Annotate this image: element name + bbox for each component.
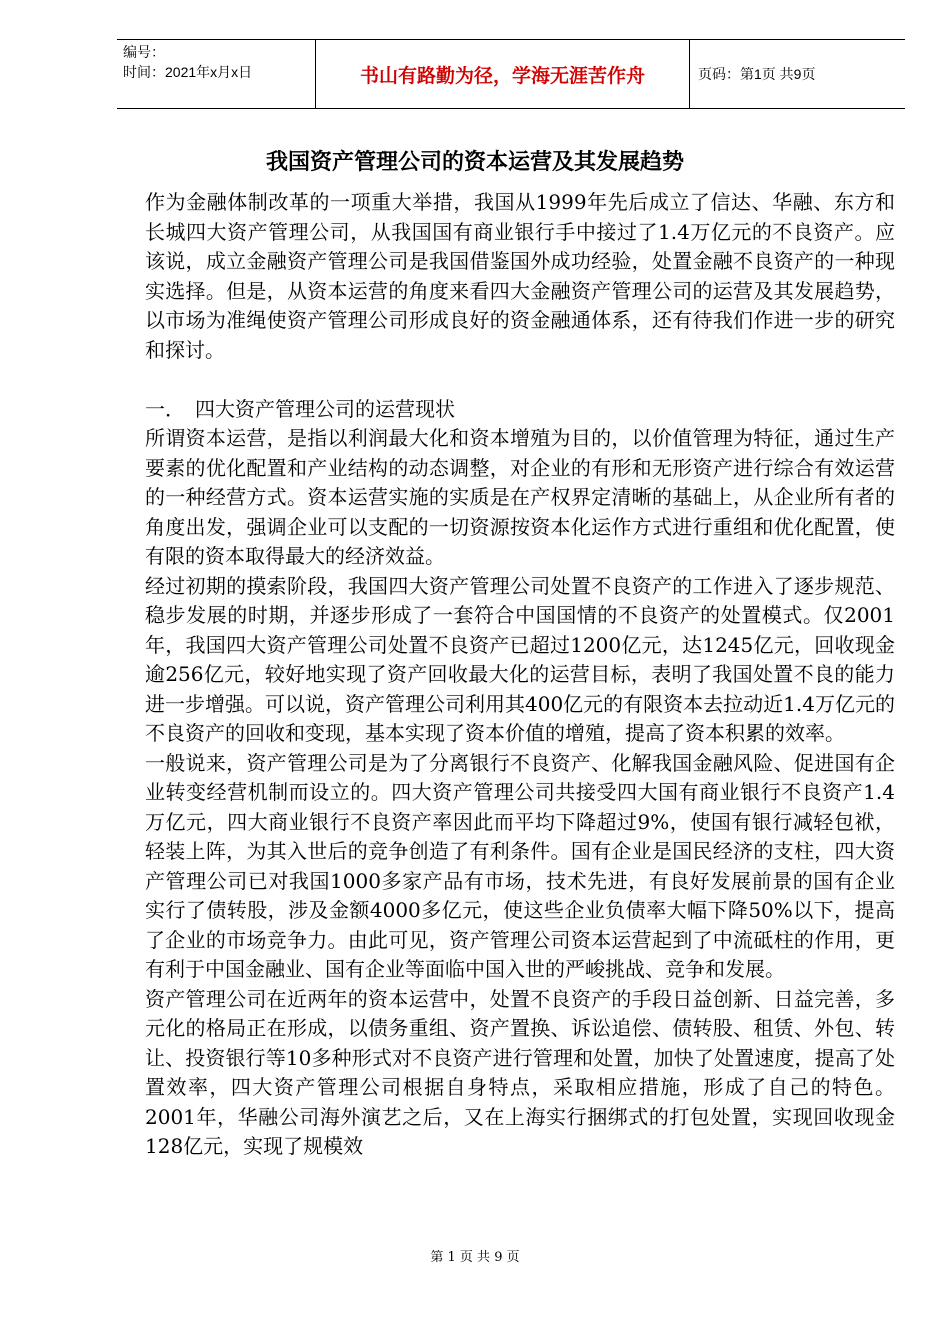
document-body bbox=[145, 188, 895, 1162]
header-motto: 书山有路勤为径，学海无涯苦作舟 bbox=[316, 40, 690, 108]
section-heading: 一． 四大资产管理公司的运营现状 bbox=[145, 396, 455, 421]
number-label: 编号： bbox=[123, 44, 165, 60]
paragraph-intro: 作为金融体制改革的一项重大举措，我国从1999年先后成立了信达、华融、东方和长城四大资产管理公司，从我国国有商业银行手中接过了1.4万亿元的不良资产。应该说，成立金融资产管理公司是我国借鉴国外成功经验，处置金融不良资产的一种现实选择。但是，从资本运营的角度来看四大金融资产管理公司的运营及其发展趋势，以市场为准绳使资产管理公司形成良好的资金融通体系，还有待我们作进一步的研究和探讨。 bbox=[145, 190, 895, 362]
time-label: 时间：2021年x月x日 bbox=[123, 64, 253, 80]
page-header bbox=[117, 39, 905, 109]
header-meta bbox=[117, 40, 316, 108]
paragraph-spacer bbox=[145, 365, 895, 395]
paragraph: 经过初期的摸索阶段，我国四大资产管理公司处置不良资产的工作进入了逐步规范、稳步发展的时期，并逐步形成了一套符合中国国情的不良资产的处置模式。仅2001年，我国四大资产管理公司处置不良资产已超过1200亿元，达1245亿元，回收现金逾256亿元，较好地实现了资产回收最大化的运营目标，表明了我国处置不良的能力进一步增强。可以说，资产管理公司利用其400亿元的有限资本去拉动近1.4万亿元的不良资产的回收和变现，基本实现了资本价值的增殖，提高了资本积累的效率。 bbox=[145, 573, 895, 745]
paragraph: 资产管理公司在近两年的资本运营中，处置不良资产的手段日益创新、日益完善，多元化的格局正在形成，以债务重组、资产置换、诉讼追偿、债转股、租赁、外包、转让、投资银行等10多种形式对不良资产进行管理和处置，加快了处置速度，提高了处置效率，四大资产管理公司根据自身特点，采取相应措施，形成了自己的特色。2001年，华融公司海外演艺之后，又在上海实行捆绑式的打包处置，实现回收现金128亿元，实现了规模效 bbox=[145, 986, 895, 1158]
paragraph: 所谓资本运营，是指以利润最大化和资本增殖为目的，以价值管理为特征，通过生产要素的优化配置和产业结构的动态调整，对企业的有形和无形资产进行综合有效运营的一种经营方式。资本运营实施的实质是在产权界定清晰的基础上，从企业所有者的角度出发，强调企业可以支配的一切资源按资本化运作方式进行重组和优化配置，使有限的资本取得最大的经济效益。 bbox=[145, 426, 895, 568]
page-footer: 第 1 页 共 9 页 bbox=[430, 1250, 520, 1265]
document-title: 我国资产管理公司的资本运营及其发展趋势 bbox=[265, 150, 684, 175]
header-page-code: 页码：第1页 共9页 bbox=[698, 66, 816, 82]
paragraph: 一般说来，资产管理公司是为了分离银行不良资产、化解我国金融风险、促进国有企业转变经营机制而设立的。四大资产管理公司共接受四大国有商业银行不良资产1.4万亿元，四大商业银行不良资产率因此而平均下降超过9%，使国有银行减轻包袱，轻装上阵，为其入世后的竞争创造了有利条件。国有企业是国民经济的支柱，四大资产管理公司已对我国1000多家产品有市场，技术先进，有良好发展前景的国有企业实行了债转股，涉及金额4000多亿元，使这些企业负债率大幅下降50%以下，提高了企业的市场竞争力。由此可见，资产管理公司资本运营起到了中流砥柱的作用，更有利于中国金融业、国有企业等面临中国入世的严峻挑战、竞争和发展。 bbox=[145, 750, 895, 981]
